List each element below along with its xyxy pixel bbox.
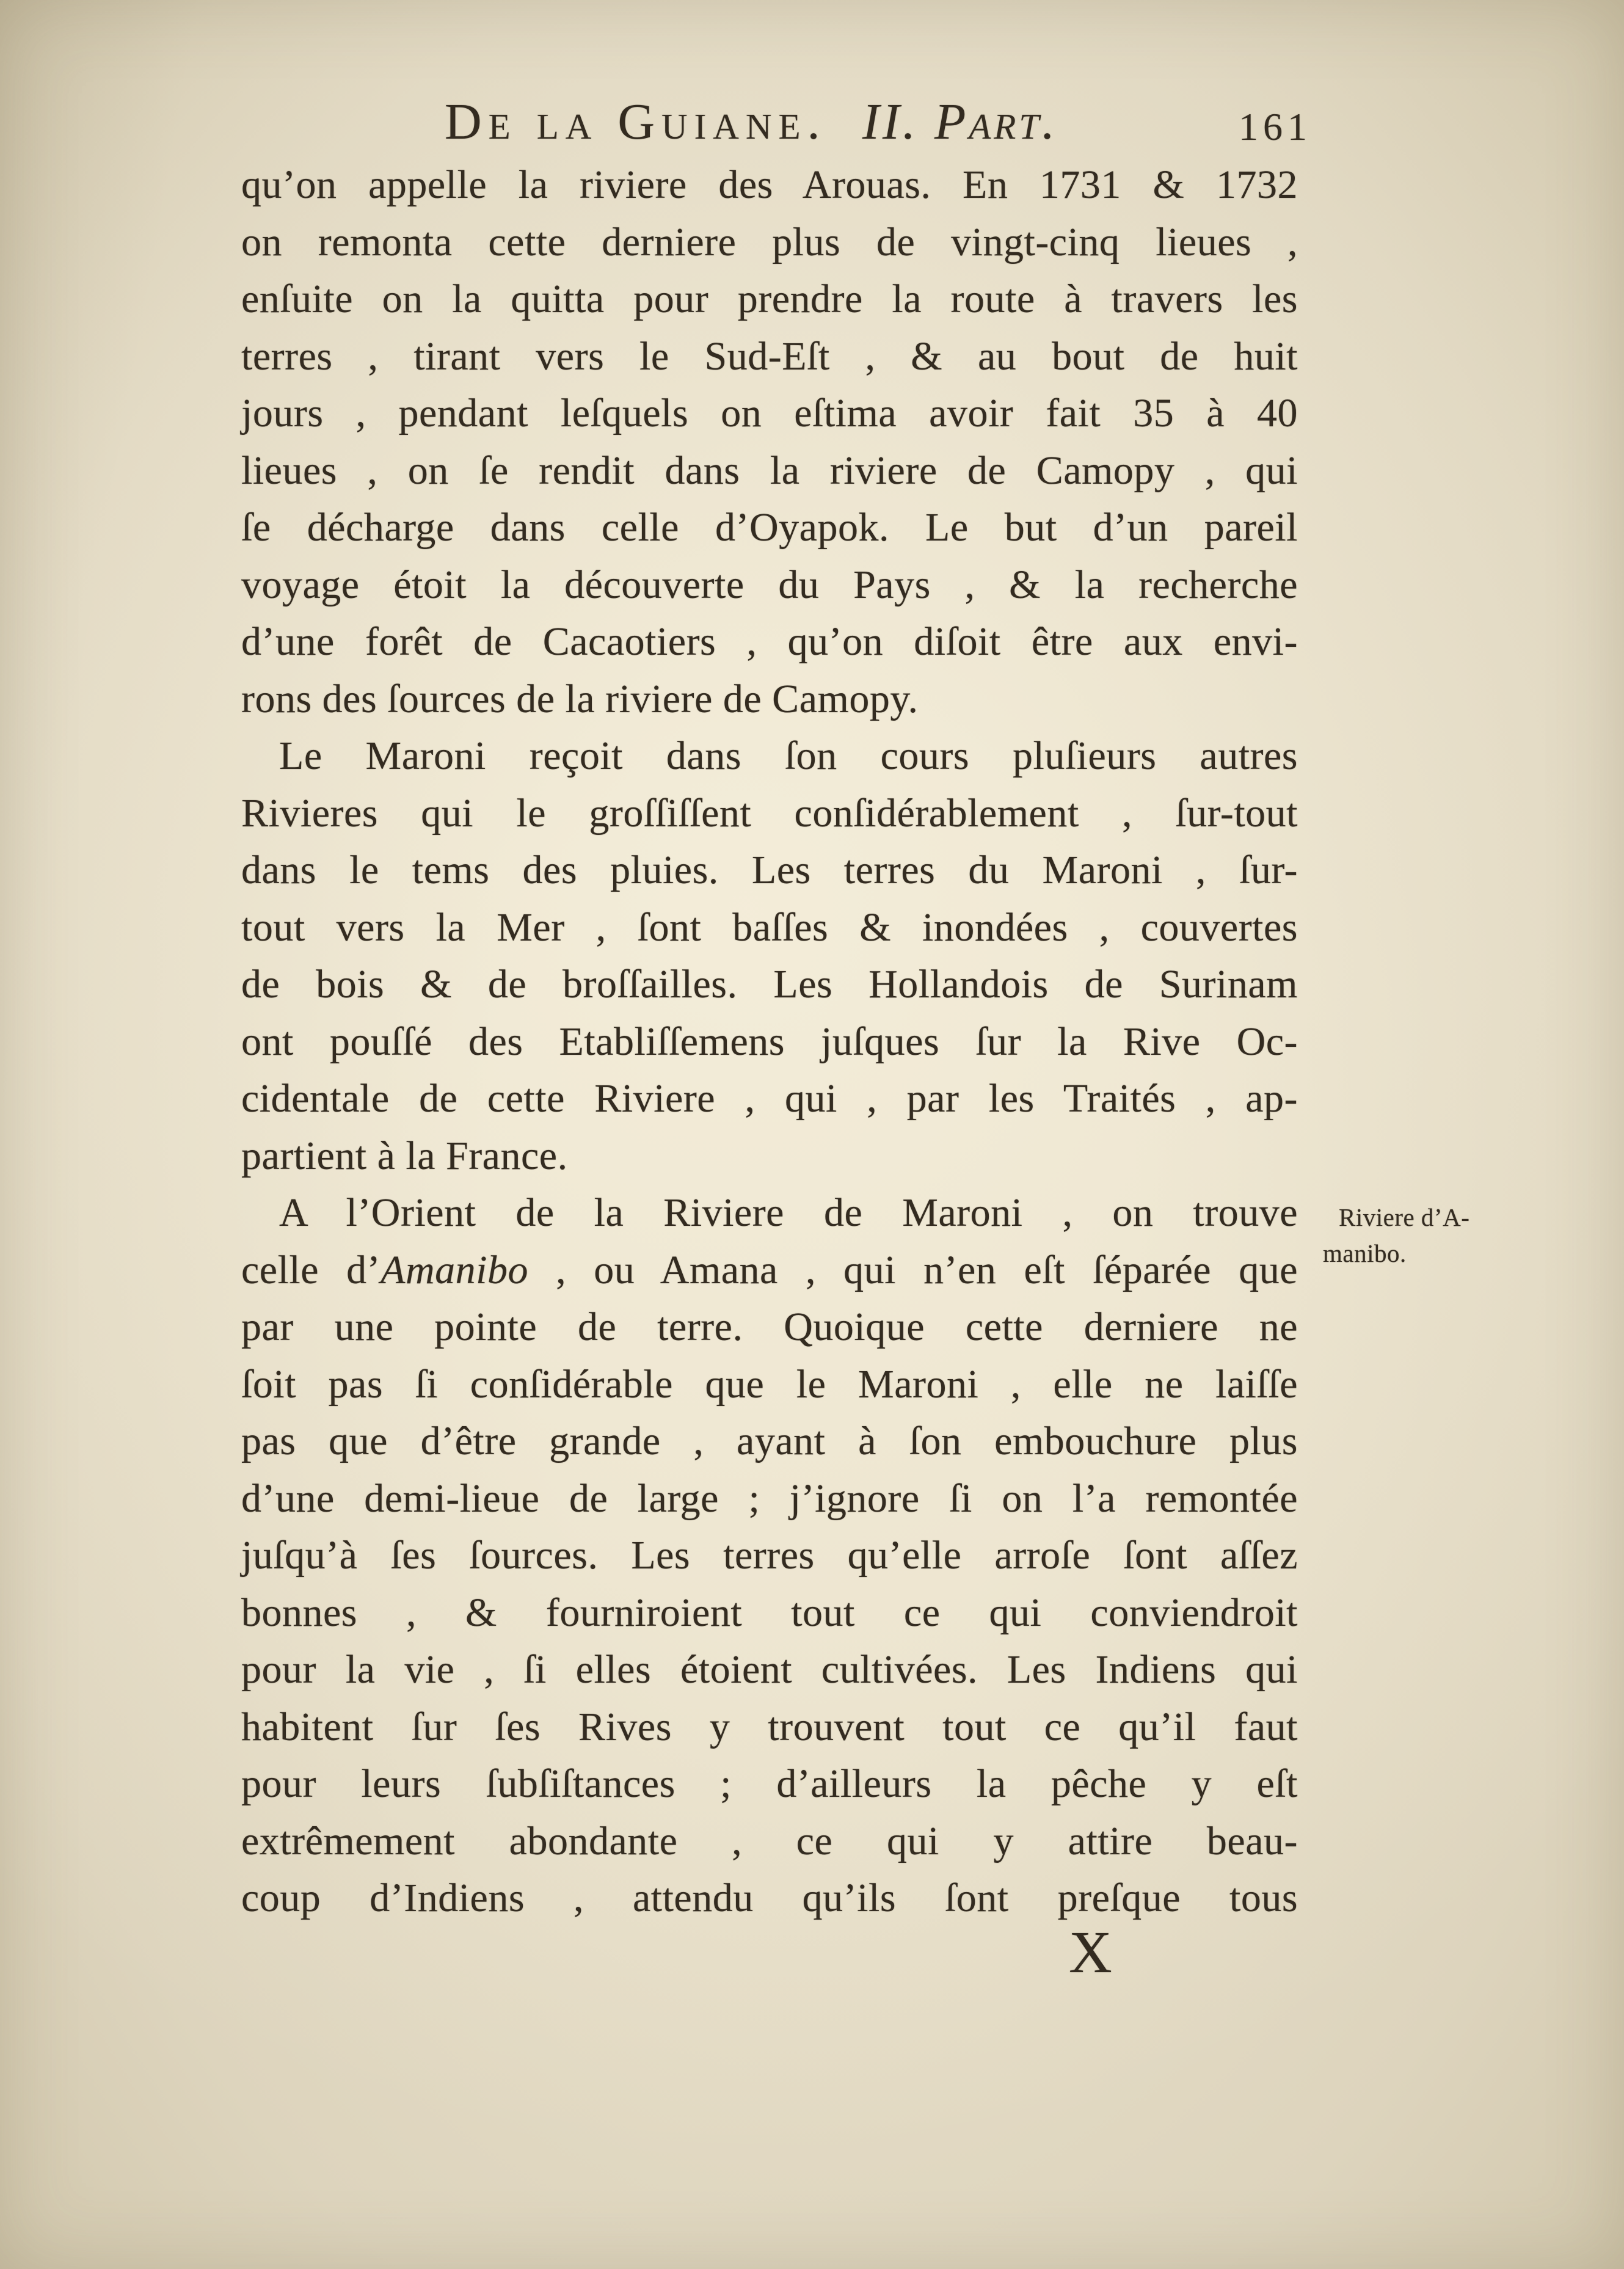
margin-note: [1323, 1200, 1543, 1272]
text-line: habitent ſur ſes Rives y trouvent tout ce qu’il faut: [241, 1704, 1298, 1749]
text-fragment: , ou Amana , qui n’en eſt ſéparée que: [528, 1247, 1298, 1292]
text-line: cidentale de cette Riviere , qui , par les Traités , ap-: [241, 1076, 1298, 1121]
text-line: Rivieres qui le groſſiſſent conſidérablement , ſur-tout: [241, 790, 1298, 836]
text-line: rons des ſources de la riviere de Camopy.: [241, 676, 919, 721]
text-line: voyage étoit la découverte du Pays , & la recherche: [241, 562, 1298, 607]
margin-note-line: manibo.: [1323, 1239, 1407, 1267]
margin-note-line: Riviere d’A-: [1339, 1203, 1470, 1231]
text-line: par une pointe de terre. Quoique cette derniere ne: [241, 1305, 1298, 1349]
text-line: ſoit pas ſi conſidérable que le Maroni , elle ne laiſſe: [241, 1361, 1298, 1407]
text-line: pas que d’être grande , ayant à ſon embouchure plus: [241, 1419, 1298, 1463]
text-line: ſe décharge dans celle d’Oyapok. Le but d’un pareil: [241, 505, 1298, 550]
text-line: juſqu’à ſes ſources. Les terres qu’elle arroſe ſont aſſez: [241, 1533, 1298, 1578]
text-line: [241, 1242, 1298, 1299]
text-line: coup d’Indiens , attendu qu’ils ſont preſque tous: [241, 1876, 1298, 1920]
text-line: lieues , on ſe rendit dans la riviere de Camopy , qui: [241, 448, 1298, 493]
text-line: Le Maroni reçoit dans ſon cours pluſieurs autres: [279, 734, 1298, 778]
page-number: 161: [1239, 105, 1312, 148]
part-label: II. Part.: [862, 93, 1058, 150]
text-line: extrêmement abondante , ce qui y attire beau-: [241, 1818, 1298, 1863]
text-line: de bois & de broſſailles. Les Hollandois de Surinam: [241, 962, 1298, 1007]
text-line: bonnes , & fourniroient tout ce qui conviendroit: [241, 1590, 1298, 1635]
text-line: dans le tems des pluies. Les terres du Maroni , ſur-: [241, 848, 1298, 892]
text-fragment: celle d’: [241, 1247, 381, 1292]
text-line: partient à la France.: [241, 1133, 568, 1178]
text-line: tout vers la Mer , ſont baſſes & inondées , couvertes: [241, 905, 1298, 950]
text-line: enſuite on la quitta pour prendre la route à travers les: [241, 277, 1298, 321]
body-text: [241, 156, 1298, 1927]
text-line: pour la vie , ſi elles étoient cultivées. Les Indiens qui: [241, 1647, 1298, 1692]
signature-mark: X: [1069, 1920, 1112, 1986]
text-line: pour leurs ſubſiſtances ; d’ailleurs la pêche y eſt: [241, 1761, 1298, 1806]
text-line: d’une forêt de Cacaotiers , qu’on diſoit être aux envi-: [241, 619, 1298, 664]
text-line: qu’on appelle la riviere des Arouas. En 1731 & 1732: [241, 162, 1298, 207]
text-line: on remonta cette derniere plus de vingt-cinq lieues ,: [241, 219, 1298, 264]
text-line: d’une demi-lieue de large ; j’ignore ſi on l’a remontée: [241, 1476, 1298, 1521]
text-line: terres , tirant vers le Sud-Eſt , & au bout de huit: [241, 333, 1298, 379]
text-line: ont pouſſé des Etabliſſemens juſques ſur la Rive Oc-: [241, 1019, 1298, 1064]
river-name-italic: Amanibo: [381, 1247, 528, 1292]
text-line: jours , pendant leſquels on eſtima avoir fait 35 à 40: [241, 391, 1298, 435]
running-title: De la Guiane.: [445, 93, 827, 150]
text-line: A l’Orient de la Riviere de Maroni , on trouve: [279, 1190, 1298, 1235]
